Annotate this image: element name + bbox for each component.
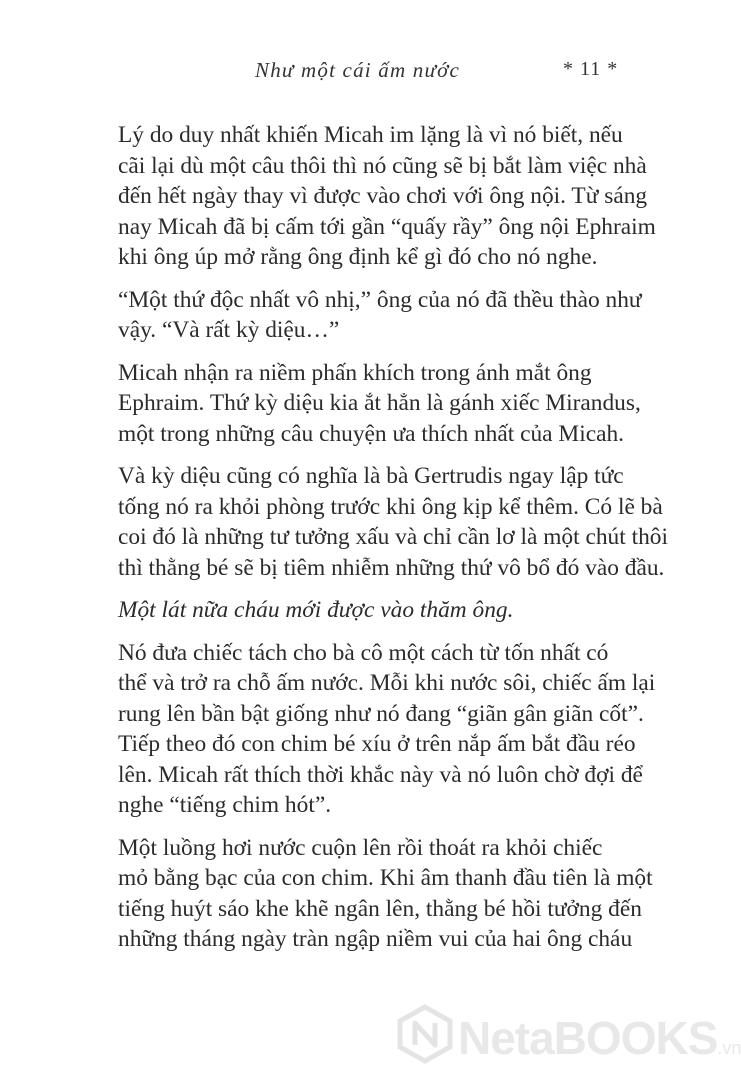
text-line: những tháng ngày tràn ngập niềm vui của hai ông cháu [118, 926, 633, 952]
text-line: tống nó ra khỏi phòng trước khi ông kịp kể thêm. Có lẽ bà [118, 493, 663, 520]
body-text [118, 120, 668, 967]
text-line: Một luồng hơi nước cuộn lên rồi thoát ra khỏi chiếc [118, 834, 603, 861]
paragraph [118, 358, 641, 450]
running-header [0, 58, 700, 88]
paragraph [118, 638, 656, 821]
n-logo-icon [396, 1005, 454, 1063]
text-line: rung lên bần bật giống như nó đang “giãn gân giãn cốt”. [118, 700, 644, 727]
text-line: Nó đưa chiếc tách cho bà cô một cách từ tốn nhất có [118, 639, 609, 666]
text-line: thể và trở ra chỗ ấm nước. Mỗi khi nước sôi, chiếc ấm lại [118, 670, 656, 696]
text-line: coi đó là những tư tưởng xấu và chỉ cần lơ là một chút thôi [118, 524, 668, 550]
text-line: lên. Micah rất thích thời khắc này và nó luôn chờ đợi để [118, 761, 643, 788]
text-line: tiếng huýt sáo khe khẽ ngân lên, thằng bé hồi tưởng đến [118, 895, 642, 922]
text-line: thì thằng bé sẽ bị tiêm nhiễm những thứ vô bổ đó vào đầu. [118, 554, 665, 581]
paragraph [118, 120, 656, 273]
text-line: “Một thứ độc nhất vô nhị,” ông của nó đã thều thào như [118, 286, 642, 313]
watermark-suffix: .vn [717, 1038, 741, 1058]
paragraph [118, 285, 642, 346]
text-line: nghe “tiếng chim hót”. [118, 792, 332, 818]
text-line: Lý do duy nhất khiến Micah im lặng là vì nó biết, nếu [118, 122, 623, 148]
watermark-text [458, 1011, 741, 1065]
paragraph [118, 833, 653, 955]
paragraph [118, 461, 668, 583]
text-line: Micah nhận ra niềm phấn khích trong ánh mắt ông [118, 359, 592, 386]
text-line: một trong những câu chuyện ưa thích nhất của Micah. [118, 420, 625, 447]
text-line: Một lát nữa cháu mới được vào thăm ông. [118, 597, 514, 623]
text-line: Và kỳ diệu cũng có nghĩa là bà Gertrudis ngay lập tức [118, 463, 624, 489]
text-line: đến hết ngày thay vì được vào chơi với ông nội. Từ sáng [118, 183, 648, 209]
text-line: mỏ bằng bạc của con chim. Khi âm thanh đầu tiên là một [118, 865, 653, 891]
italic-paragraph [118, 595, 588, 626]
page-number: * 11 * [563, 58, 619, 80]
watermark [396, 1005, 741, 1065]
text-line: Ephraim. Thứ kỳ diệu kia ắt hẳn là gánh xiếc Mirandus, [118, 390, 641, 416]
text-line: cãi lại dù một câu thôi thì nó cũng sẽ bị bắt làm việc nhà [118, 152, 647, 179]
text-line: nay Micah đã bị cấm tới gần “quấy rầy” ông nội Ephraim [118, 213, 656, 240]
running-title: Như một cái ấm nước [255, 58, 461, 82]
text-line: khi ông úp mở rằng ông định kể gì đó cho nó nghe. [118, 244, 598, 270]
text-line: Tiếp theo đó con chim bé xíu ở trên nắp ấm bắt đầu réo [118, 731, 636, 757]
text-line: vậy. “Và rất kỳ diệu…” [118, 317, 340, 343]
watermark-brand: NetaBOOKS [458, 1012, 718, 1064]
